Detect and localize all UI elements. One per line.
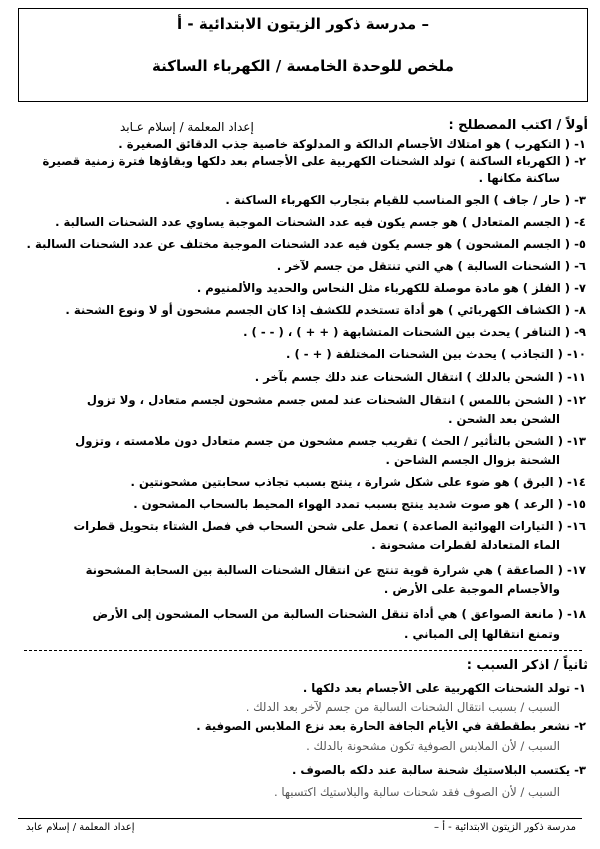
section-divider: [24, 650, 582, 651]
term-line: الماء المتعادلة لقطرات مشحونة .: [371, 538, 560, 552]
term-line: ١٦- ( التيارات الهوائية الصاعدة ) تعمل على شحن السحاب في فصل الشتاء بتحويل قطرات: [73, 519, 586, 533]
term-line: ١٤- ( البرق ) هو ضوء على شكل شرارة ، ينتج بسبب تجاذب سحابتين مشحونتين .: [130, 475, 586, 489]
footer-school: مدرسة ذكور الزيتون الابتدائية - أ –: [434, 822, 576, 833]
term-line: ١٧- ( الصاعقة ) هي شرارة قوية تنتج عن انتقال الشحنات السالبة بين السحابة المشحونة: [85, 563, 586, 577]
term-line: ٢- ( الكهرباء الساكنة ) تولد الشحنات الكهربية على الأجسام بعد دلكها وبقاؤها فترة زمنية قصيرة: [42, 154, 586, 168]
term-line: ٨- ( الكشاف الكهربائي ) هو أداة تستخدم للكشف إذا كان الجسم مشحون أو لا ونوع الشحنة .: [65, 303, 586, 317]
term-line: الشحنة بزوال الجسم الشاحن .: [385, 453, 560, 467]
author-line: إعداد المعلمة / إسلام عـابد: [120, 120, 254, 134]
term-line: وتمنع انتقالها إلى المباني .: [404, 627, 560, 641]
term-line: ١٠- ( التجاذب ) يحدث بين الشحنات المختلفة ( + - ) .: [286, 347, 586, 361]
term-line: ٥- ( الجسم المشحون ) هو جسم يكون فيه عدد الشحنات الموجبة مختلف عن عدد الشحنات السالبة .: [26, 237, 586, 251]
term-line: ٣- ( حار / جاف ) الجو المناسب للقيام بتجارب الكهرباء الساكنة .: [225, 193, 586, 207]
term-line: ٦- ( الشحنات السالبة ) هي التي تنتقل من جسم لآخر .: [276, 259, 586, 273]
cause-question: ٣- يكتسب البلاستيك شحنة سالبة عند دلكه بالصوف .: [291, 763, 586, 777]
term-line: ١٣- ( الشحن بالتأثير / الحث ) تقريب جسم مشحون من جسم متعادل دون ملامسته ، وتزول: [75, 434, 586, 448]
term-line: ١- ( التكهرب ) هو امتلاك الأجسام الدالكة و المدلوكة خاصية جذب الدقائق الصغيرة .: [118, 137, 586, 151]
term-line: ٤- ( الجسم المتعادل ) هو جسم يكون فيه عدد الشحنات الموجبة يساوي عدد الشحنات السالبة .: [55, 215, 586, 229]
term-line: ١٨- ( مانعة الصواعق ) هي أداة تنقل الشحنات السالبة من السحاب المشحون إلى الأرض: [92, 607, 586, 621]
summary-title: ملخص للوحدة الخامسة / الكهرباء الساكنة: [152, 57, 454, 75]
footer-author: إعداد المعلمة / إسلام عابد: [26, 822, 135, 833]
cause-answer: السبب / بسبب انتقال الشحنات السالبة من جسم لآخر بعد الدلك .: [245, 700, 560, 714]
cause-question: ١- تولد الشحنات الكهربية على الأجسام بعد دلكها .: [302, 681, 586, 695]
term-line: ١١- ( الشحن بالدلك ) انتقال الشحنات عند دلك جسم بآخر .: [254, 370, 586, 384]
term-line: الشحن بعد الشحن .: [448, 412, 560, 426]
term-line: ساكنة مكانها .: [478, 171, 560, 185]
term-line: ١٥- ( الرعد ) هو صوت شديد ينتج بسبب تمدد الهواء المحيط بالسحاب المشحون .: [133, 497, 586, 511]
cause-answer: السبب / لأن الملابس الصوفية تكون مشحونة بالدلك .: [306, 739, 560, 753]
term-line: ٧- ( الفلز ) هو مادة موصلة للكهرباء مثل النحاس والحديد والألمنيوم .: [196, 281, 586, 295]
school-name: مدرسة ذكور الزيتون الابتدائية - أ –: [177, 15, 429, 33]
term-line: ٩- ( التنافر ) يحدث بين الشحنات المتشابهة ( + + ) ، ( - - ) .: [243, 325, 586, 339]
section1-title: أولاً / اكتب المصطلح :: [448, 118, 588, 133]
term-line: ١٢- ( الشحن باللمس ) انتقال الشحنات عند لمس جسم مشحون لجسم متعادل ، ولا تزول: [86, 393, 586, 407]
term-line: والأجسام الموجبة على الأرض .: [383, 582, 560, 596]
header-box: [18, 8, 588, 102]
cause-answer: السبب / لأن الصوف فقد شحنات سالبة والبلاستيك اكتسبها .: [273, 785, 560, 799]
cause-question: ٢- نشعر بطقطقة في الأيام الجافة الحارة بعد نزع الملابس الصوفية .: [196, 719, 586, 733]
footer-rule: [18, 818, 582, 819]
section2-title: ثانياً / اذكر السبب :: [466, 658, 588, 673]
